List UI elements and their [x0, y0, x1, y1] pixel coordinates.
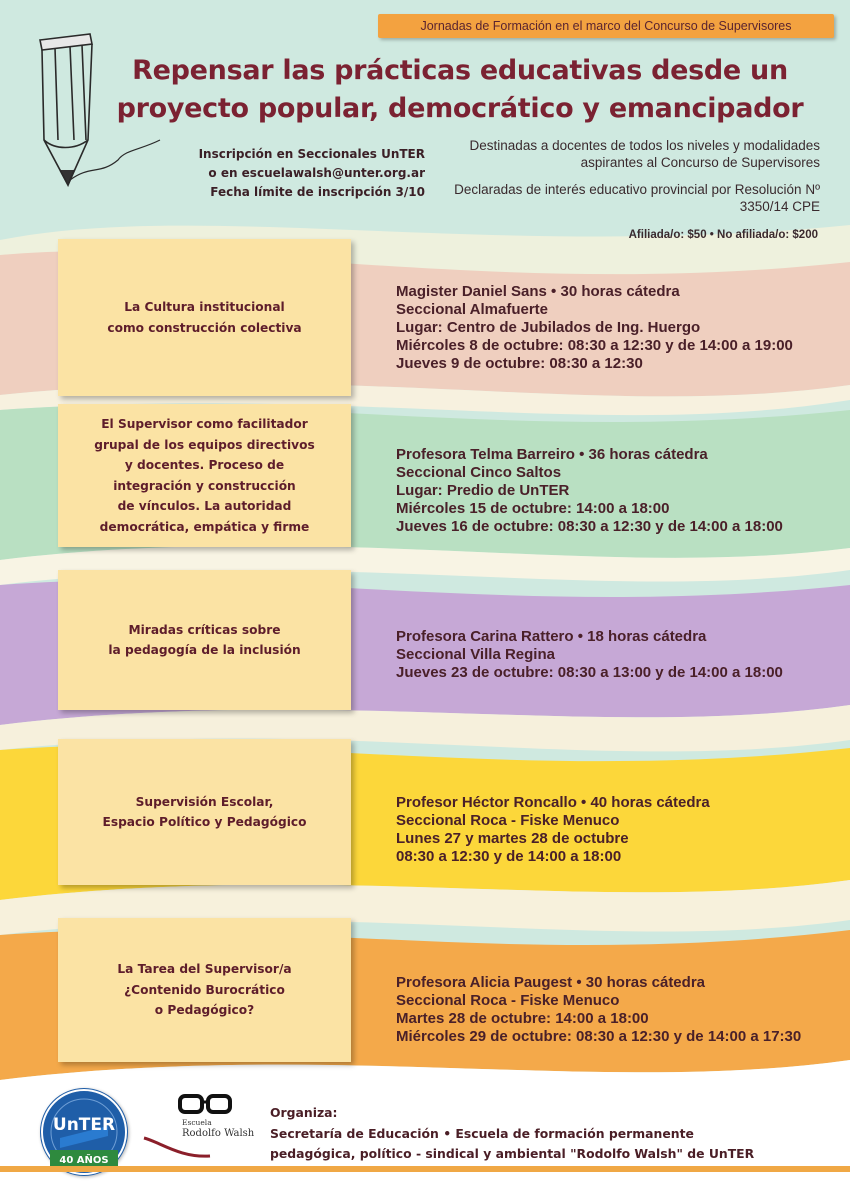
page-title: [70, 52, 850, 128]
intro-text: [440, 137, 820, 225]
title-line-1: Repensar las prácticas educativas desde un: [132, 55, 788, 86]
organizers-line-2: pedagógica, político - sindical y ambiental "Rodolfo Walsh" de UnTER: [270, 1146, 755, 1161]
declared-interest-text: Declaradas de interés educativo provincial por Resolución Nº 3350/14 CPE: [454, 182, 820, 214]
course-line: Martes 28 de octubre: 14:00 a 18:00: [396, 1010, 649, 1027]
course-line: Jueves 9 de octubre: 08:30 a 12:30: [396, 355, 643, 372]
course-topic-3: Miradas críticas sobre la pedagogía de la inclusión: [58, 570, 351, 710]
walsh-logo-line-1: Escuela: [182, 1118, 212, 1127]
course-line: Seccional Roca - Fiske Menuco: [396, 992, 620, 1009]
course-line: Profesora Carina Rattero • 18 horas cátedra: [396, 628, 707, 645]
course-topic-1: La Cultura institucional como construcción colectiva: [58, 239, 351, 396]
course-details-5: [396, 974, 836, 1046]
course-line: Seccional Roca - Fiske Menuco: [396, 812, 620, 829]
course-details-4: [396, 794, 836, 866]
organizers: [270, 1103, 840, 1165]
course-details-2: [396, 446, 836, 536]
audience-text: Destinadas a docentes de todos los niveles y modalidades aspirantes al Concurso de Supervisores: [469, 138, 820, 170]
organizers-line-1: Secretaría de Educación • Escuela de formación permanente: [270, 1125, 694, 1141]
unter-logo: [40, 1088, 128, 1176]
title-line-2: proyecto popular, democrático y emancipador: [116, 93, 804, 124]
course-topic-5: La Tarea del Supervisor/a ¿Contenido Burocrático o Pedagógico?: [58, 918, 351, 1062]
course-line: Magister Daniel Sans • 30 horas cátedra: [396, 283, 680, 300]
course-details-3: [396, 628, 836, 682]
course-line: Jueves 16 de octubre: 08:30 a 12:30 y de 14:00 a 18:00: [396, 518, 783, 535]
unter-logo-years: 40 AÑOS: [59, 1155, 109, 1166]
course-topic-4: Supervisión Escolar, Espacio Político y Pedagógico: [58, 739, 351, 885]
course-line: Seccional Cinco Saltos: [396, 464, 562, 481]
registration-info: [120, 145, 425, 202]
unter-logo-text: UnTER: [52, 1115, 116, 1135]
course-line: 08:30 a 12:30 y de 14:00 a 18:00: [396, 848, 622, 865]
course-line: Miércoles 29 de octubre: 08:30 a 12:30 y de 14:00 a 17:30: [396, 1028, 802, 1045]
registration-deadline: Fecha límite de inscripción 3/10: [210, 185, 425, 199]
registration-line-1: Inscripción en Seccionales UnTER: [198, 147, 425, 161]
walsh-logo-line-2: Rodolfo Walsh: [182, 1128, 255, 1139]
walsh-logo: [140, 1090, 255, 1160]
event-banner: Jornadas de Formación en el marco del Concurso de Supervisores: [378, 14, 834, 38]
registration-email: o en escuelawalsh@unter.org.ar: [208, 166, 425, 180]
course-line: Lugar: Centro de Jubilados de Ing. Huergo: [396, 319, 701, 336]
course-line: Profesora Telma Barreiro • 36 horas cátedra: [396, 446, 708, 463]
course-topic-2: El Supervisor como facilitador grupal de los equipos directivos y docentes. Proceso de integración y construcción de vínculos. La autoridad democrática, empática y firme: [58, 404, 351, 547]
course-line: Seccional Almafuerte: [396, 301, 548, 318]
unter-logo-graphic: [40, 1088, 128, 1176]
course-line: Seccional Villa Regina: [396, 646, 555, 663]
glasses-icon: [140, 1090, 255, 1160]
price-info: Afiliada/o: $50 • No afiliada/o: $200: [628, 229, 818, 241]
course-line: Profesor Héctor Roncallo • 40 horas cátedra: [396, 794, 710, 811]
footer-divider: [0, 1166, 850, 1172]
course-line: Miércoles 15 de octubre: 14:00 a 18:00: [396, 500, 670, 517]
course-line: Lugar: Predio de UnTER: [396, 482, 570, 499]
organizers-label: Organiza:: [270, 1105, 338, 1120]
course-details-1: [396, 283, 836, 373]
course-line: Jueves 23 de octubre: 08:30 a 13:00 y de 14:00 a 18:00: [396, 664, 783, 681]
course-line: Lunes 27 y martes 28 de octubre: [396, 830, 629, 847]
course-line: Profesora Alicia Paugest • 30 horas cátedra: [396, 974, 705, 991]
course-line: Miércoles 8 de octubre: 08:30 a 12:30 y de 14:00 a 19:00: [396, 337, 793, 354]
